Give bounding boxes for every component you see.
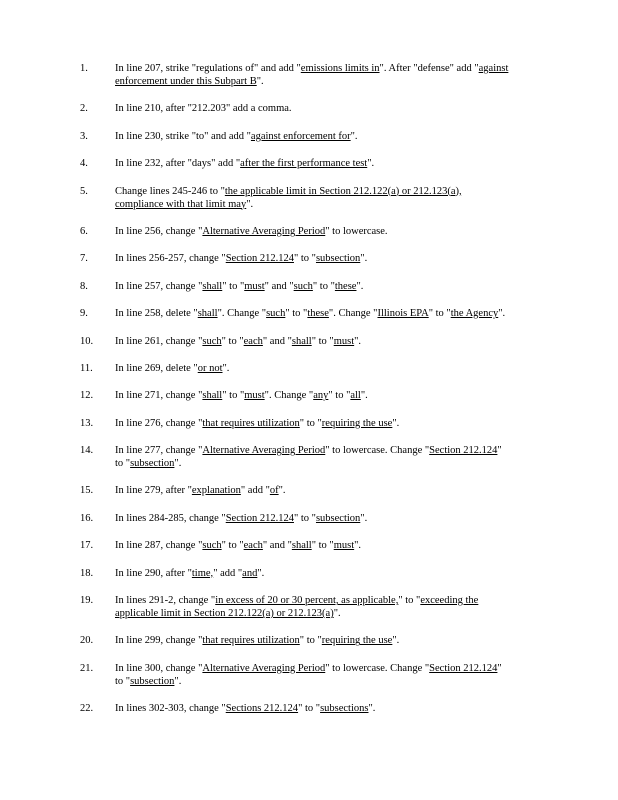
text-segment: ". [278,485,286,497]
underlined-insertion: Section 212.124 [429,445,498,457]
underlined-insertion: the applicable limit in Section 212.122(a) or 212.123(a), compliance with that limit may [115,185,462,210]
amendment-item [0,389,618,402]
underlined-insertion: Illinois EPA [377,308,429,320]
text-segment: ". [368,703,376,715]
underlined-insertion: Section 212.124 [225,512,294,524]
text-segment: " to " [328,390,351,402]
text-segment: " to " [222,280,245,292]
underlined-insertion: shall [202,390,223,402]
item-number: 22. [80,703,94,715]
text-segment: " to " [293,253,316,265]
item-number: 4. [80,158,88,170]
underlined-insertion: requiring the use [321,417,393,429]
amendment-item [0,484,618,497]
text-segment: " to " [285,308,308,320]
text-segment: ". Change " [217,308,267,320]
text-segment: Change lines 245-246 to " [115,185,225,197]
text-segment: ". [333,608,341,620]
underlined-insertion: each [243,540,263,552]
underlined-insertion: all [350,390,361,402]
underlined-insertion: subsection [315,512,361,524]
amendment-item [0,567,618,580]
item-text [115,567,510,580]
item-text [115,62,510,88]
underlined-insertion: must [244,280,265,292]
amendment-item [0,280,618,293]
text-segment: " and " [264,280,294,292]
amendment-item [0,62,618,88]
underlined-insertion: Alternative Averaging Period [202,445,326,457]
amendment-item [0,702,618,715]
text-segment: ". [257,567,265,579]
item-number: 12. [80,390,94,402]
item-text [115,444,510,470]
text-segment: " to " [221,335,244,347]
item-number: 14. [80,445,94,457]
amendment-item [0,539,618,552]
text-segment: In lines 284-285, change " [115,512,226,524]
text-segment: " to " [299,635,322,647]
text-segment: ". [367,158,375,170]
item-text [115,389,510,402]
underlined-insertion: subsections [320,703,369,715]
item-text [115,102,510,115]
underlined-insertion: that requires utilization [202,417,300,429]
item-text [115,702,510,715]
underlined-insertion: such [202,540,222,552]
text-segment: ". [174,675,182,687]
item-number: 19. [80,595,94,607]
text-segment: ". [246,198,254,210]
item-text [115,225,510,238]
text-segment: In line 256, change " [115,225,203,237]
item-number: 10. [80,335,94,347]
amendment-item [0,512,618,525]
underlined-insertion: such [266,308,286,320]
item-text [115,512,510,525]
amendment-item [0,130,618,143]
item-number: 6. [80,225,88,237]
item-number: 8. [80,280,88,292]
text-segment: " to lowercase. [325,225,388,237]
underlined-insertion: such [202,335,222,347]
underlined-insertion: and [242,567,258,579]
text-segment: " to lowercase. Change " [325,445,430,457]
item-text [115,280,510,293]
underlined-insertion: exceeding the applicable limit in Section 212.122(a) or 212.123(a) [115,595,479,620]
underlined-insertion: such [293,280,313,292]
underlined-insertion: against enforcement under this Subpart B [115,63,509,87]
amendment-item [0,102,618,115]
text-segment: In line 269, delete " [115,362,198,374]
amendment-item [0,157,618,170]
text-segment: In lines 291-2, change " [115,595,216,607]
item-number: 20. [80,635,94,647]
text-segment: " to lowercase. Change " [325,662,430,674]
underlined-insertion: in excess of 20 or 30 percent, as applicable, [215,595,399,607]
amendment-item [0,594,618,620]
text-segment: In line 276, change " [115,417,203,429]
underlined-insertion: Section 212.124 [225,253,294,265]
text-segment: In lines 256-257, change " [115,253,226,265]
item-number: 15. [80,485,94,497]
text-segment: In line 210, after "212.203" add a comma. [115,103,292,115]
text-segment: ". [392,417,400,429]
amendment-item [0,307,618,320]
amendment-item [0,225,618,238]
underlined-insertion: against enforcement for [250,130,351,142]
text-segment: " add " [240,485,270,497]
text-segment: " to " [428,308,451,320]
text-segment: " and " [262,540,292,552]
amendment-list [0,62,618,730]
item-text [115,417,510,430]
text-segment: ". [392,635,400,647]
underlined-insertion: shall [291,540,312,552]
text-segment: ". [256,76,264,87]
amendment-item [0,335,618,348]
underlined-insertion: explanation [191,485,241,497]
text-segment: In line 300, change " [115,662,203,674]
underlined-insertion: subsection [130,675,175,687]
text-segment: In line 230, strike "to" and add " [115,130,251,142]
text-segment: ". [360,253,368,265]
item-number: 17. [80,540,94,552]
item-number: 21. [80,662,94,674]
amendment-item [0,417,618,430]
underlined-insertion: Alternative Averaging Period [202,662,326,674]
item-number: 16. [80,512,94,524]
text-segment: In line 271, change " [115,390,203,402]
underlined-insertion: of [269,485,279,497]
text-segment: ". [360,390,368,402]
underlined-insertion: shall [202,280,223,292]
amendment-item [0,362,618,375]
underlined-insertion: shall [291,335,312,347]
underlined-insertion: the Agency [450,308,499,320]
text-segment: In line 279, after " [115,485,192,497]
text-segment: In line 258, delete " [115,308,198,320]
underlined-insertion: emissions limits in [300,63,380,74]
item-number: 18. [80,567,94,579]
amendment-item [0,252,618,265]
text-segment: ". [356,280,364,292]
text-segment: ". Change " [264,390,314,402]
underlined-insertion: each [243,335,263,347]
item-text [115,662,510,688]
text-segment: ". [360,512,368,524]
text-segment: ". [354,335,362,347]
text-segment: ". After "defense" add " [379,63,479,74]
underlined-insertion: subsection [315,253,361,265]
item-text [115,362,510,375]
text-segment: ". [222,362,230,374]
text-segment: In line 257, change " [115,280,203,292]
text-segment: In line 277, change " [115,445,203,457]
text-segment: " to " [293,512,316,524]
item-number: 3. [80,130,88,142]
text-segment: ". [350,130,358,142]
underlined-insertion: after the first performance test [240,158,368,170]
text-segment: " to " [311,335,334,347]
underlined-insertion: Section 212.124 [429,662,498,674]
text-segment: ". [498,308,506,320]
amendment-item [0,444,618,470]
underlined-insertion: shall [197,308,218,320]
item-number: 9. [80,308,88,320]
item-text [115,335,510,348]
item-number: 7. [80,253,88,265]
text-segment: " to " [221,540,244,552]
item-text [115,252,510,265]
underlined-insertion: any [313,390,329,402]
item-text [115,157,510,170]
underlined-insertion: Sections 212.124 [225,703,299,715]
item-text [115,634,510,647]
text-segment: In line 261, change " [115,335,203,347]
item-text [115,130,510,143]
item-number: 11. [80,362,93,374]
text-segment: " to " [398,595,421,607]
text-segment: " to " [115,445,502,470]
amendment-item [0,662,618,688]
text-segment: ". Change " [328,308,378,320]
item-text [115,307,510,320]
underlined-insertion: these [307,308,329,320]
underlined-insertion: that requires utilization [202,635,300,647]
item-number: 1. [80,63,88,74]
text-segment: In line 287, change " [115,540,203,552]
underlined-insertion: requiring the use [321,635,393,647]
underlined-insertion: these [334,280,357,292]
amendment-item [0,185,618,211]
item-number: 2. [80,103,88,115]
text-segment: In line 299, change " [115,635,203,647]
item-text [115,484,510,497]
underlined-insertion: must [333,335,355,347]
item-number: 13. [80,417,94,429]
text-segment: " and " [262,335,292,347]
item-number: 5. [80,185,88,197]
text-segment: In lines 302-303, change " [115,703,226,715]
underlined-insertion: must [244,390,265,402]
text-segment: ". [174,458,182,470]
text-segment: " to " [299,417,322,429]
text-segment: ". [354,540,362,552]
text-segment: " to " [222,390,245,402]
text-segment: In line 207, strike "regulations of" and add " [115,63,301,74]
underlined-insertion: time, [191,567,214,579]
text-segment: " to " [298,703,321,715]
item-text [115,185,510,211]
underlined-insertion: subsection [130,458,175,470]
item-text [115,539,510,552]
underlined-insertion: or not [197,362,223,374]
text-segment: " to " [311,540,334,552]
underlined-insertion: must [333,540,355,552]
underlined-insertion: Alternative Averaging Period [202,225,326,237]
text-segment: " to " [312,280,335,292]
amendment-item [0,634,618,647]
text-segment: In line 232, after "days" add " [115,158,241,170]
text-segment: In line 290, after " [115,567,192,579]
text-segment: " add " [213,567,243,579]
item-text [115,594,510,620]
text-segment: " to " [115,662,502,687]
